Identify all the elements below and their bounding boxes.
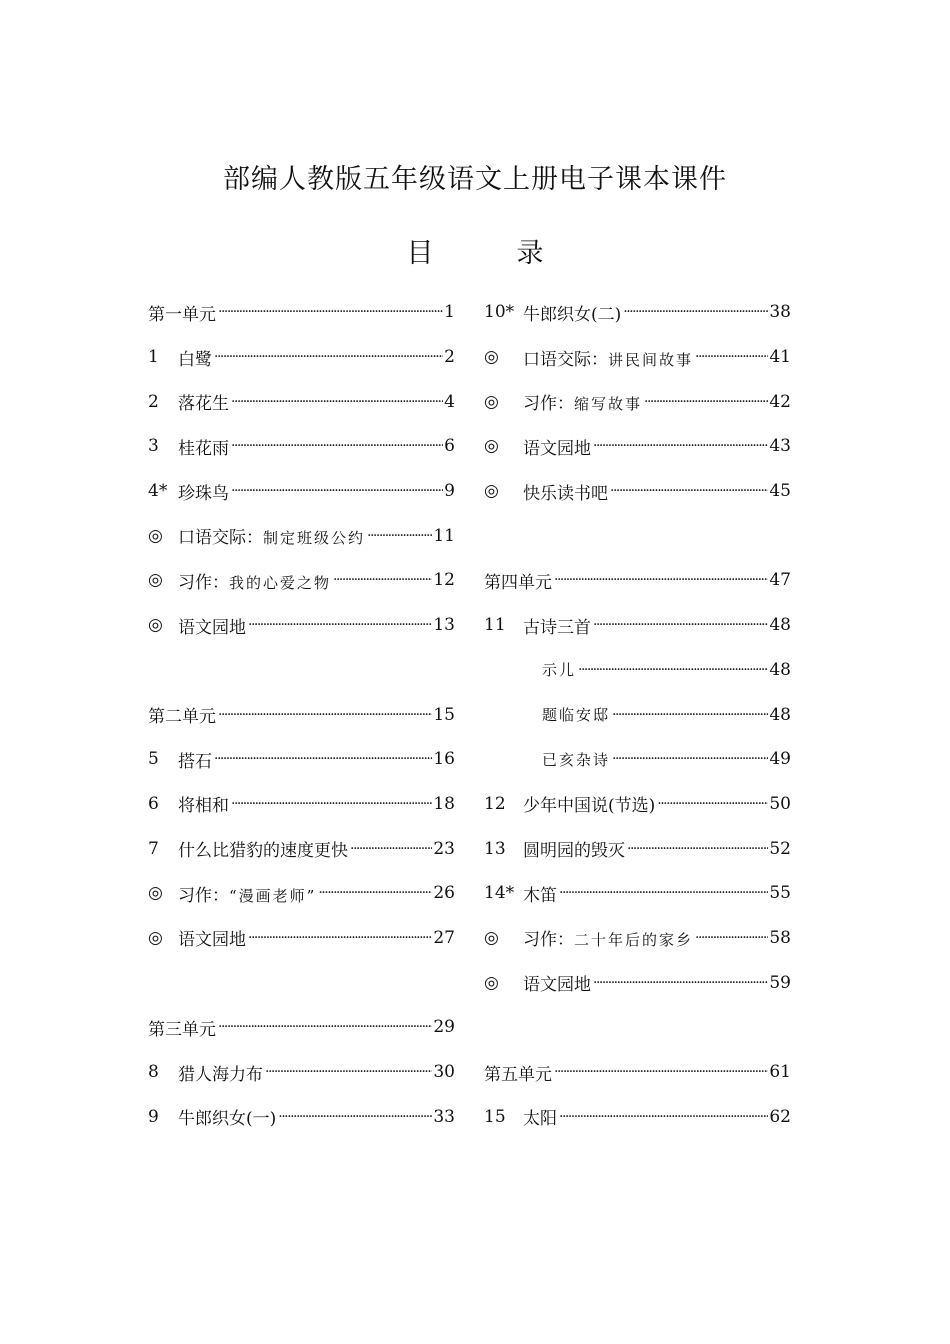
toc-entry-page-number: 13 — [433, 615, 455, 636]
dot-leader — [578, 662, 768, 678]
toc-entry-title-text: 习作： — [178, 885, 229, 906]
toc-entry-subtitle-text: 讲民间故事 — [608, 350, 694, 369]
toc-entry-title — [523, 791, 655, 816]
toc-entry-page-number: 45 — [769, 481, 791, 502]
toc-entry-page-number: 52 — [769, 838, 791, 859]
toc-entry-title — [148, 1015, 216, 1040]
dot-leader — [695, 349, 768, 365]
toc-entry-title-text: 木笛 — [523, 885, 557, 906]
toc-entry-page-number: 1 — [444, 302, 455, 323]
dot-leader — [231, 796, 432, 812]
toc-entry — [148, 826, 455, 871]
toc-entry-page-number: 11 — [433, 525, 455, 546]
toc-entry-number: 2 — [148, 391, 159, 412]
toc-entry — [484, 290, 791, 335]
toc-entry-title-text: 习作： — [523, 930, 574, 951]
toc-entry-number: ◎ — [148, 525, 163, 546]
toc-entry-page-number: 27 — [433, 927, 455, 948]
toc-entry-subtitle-text: 题临安邸 — [542, 706, 611, 725]
toc-entry — [484, 1050, 791, 1095]
toc-entry — [148, 1050, 455, 1095]
dot-leader — [612, 707, 768, 723]
toc-entry-number: ◎ — [148, 927, 163, 948]
toc-entry — [484, 379, 791, 424]
toc-entry-title — [523, 1104, 557, 1129]
toc-entry-title-text: 桂花雨 — [178, 438, 229, 459]
toc-entry-title-text: 第二单元 — [148, 707, 216, 728]
toc-entry-number: 8 — [148, 1062, 159, 1083]
toc-entry-page-number: 48 — [769, 615, 791, 636]
toc-entry — [484, 424, 791, 469]
dot-leader — [278, 1109, 432, 1125]
toc-entry-number: 1 — [148, 347, 159, 368]
toc-entry-number: ◎ — [484, 347, 499, 368]
toc-spacer — [148, 960, 455, 1005]
toc-entry-number: 13 — [484, 838, 506, 859]
toc-entry — [148, 692, 455, 737]
toc-entry-subtitle-text: 示儿 — [542, 661, 577, 680]
dot-leader — [350, 841, 432, 857]
toc-entry — [148, 1094, 455, 1139]
toc-entry — [148, 469, 455, 514]
toc-entry-title — [178, 925, 246, 950]
toc-entry-title — [542, 749, 610, 770]
toc-entry-page-number: 16 — [433, 749, 455, 770]
toc-entry-title — [178, 881, 316, 906]
toc-entry-page-number: 43 — [769, 436, 791, 457]
dot-leader — [593, 617, 768, 633]
dot-leader — [610, 483, 768, 499]
toc-entry-title — [523, 479, 608, 504]
toc-entry-title — [523, 836, 625, 861]
toc-entry-page-number: 9 — [444, 481, 455, 502]
toc-entry-title-text: 快乐读书吧 — [523, 483, 608, 504]
toc-entry-title-text: 第四单元 — [484, 572, 552, 593]
toc-entry-title-text: 少年中国说(节选) — [523, 796, 656, 817]
toc-entry-number: 4* — [148, 481, 168, 502]
dot-leader — [559, 885, 768, 901]
toc-entry-number: ◎ — [484, 436, 499, 457]
toc-entry-page-number: 47 — [769, 570, 791, 591]
toc-entry-title-text: 白鹭 — [178, 349, 212, 370]
document-title: 部编人教版五年级语文上册电子课本课件 — [223, 164, 727, 195]
toc-entry — [148, 513, 455, 558]
toc-entry-page-number: 15 — [433, 704, 455, 725]
toc-entry-page-number: 30 — [433, 1062, 455, 1083]
dot-leader — [623, 304, 768, 320]
toc-entry-title-text: 语文园地 — [523, 438, 591, 459]
toc-spacer — [484, 513, 791, 558]
dot-leader — [218, 1019, 432, 1035]
dot-leader — [593, 438, 768, 454]
toc-entry-page-number: 50 — [769, 793, 791, 814]
toc-entry-page-number: 48 — [769, 659, 791, 680]
dot-leader — [559, 1109, 768, 1125]
toc-entry-page-number: 33 — [433, 1106, 455, 1127]
toc-entry — [484, 335, 791, 380]
toc-entry-page-number: 42 — [769, 391, 791, 412]
toc-entry-subtitle-text: 缩写故事 — [574, 395, 643, 414]
toc-entry-subtitle-text: 我的心爱之物 — [229, 573, 332, 592]
toc-entry-title-text: 落花生 — [178, 394, 229, 415]
toc-entry — [148, 290, 455, 335]
toc-entry-number: 5 — [148, 749, 159, 770]
toc-entry — [484, 558, 791, 603]
toc-entry-title-text: 语文园地 — [178, 617, 246, 638]
toc-entry-title-text: 第三单元 — [148, 1019, 216, 1040]
dot-leader — [333, 572, 432, 588]
dot-leader — [218, 304, 443, 320]
toc-entry-number: ◎ — [148, 570, 163, 591]
toc-entry-number: 11 — [484, 615, 506, 636]
toc-entry-title-text: 圆明园的毁灭 — [523, 841, 625, 862]
toc-entry-number: 3 — [148, 436, 159, 457]
toc-left-column — [148, 290, 455, 1139]
toc-entry-page-number: 55 — [769, 883, 791, 904]
toc-entry-page-number: 12 — [433, 570, 455, 591]
toc-entry-title-text: 珍珠鸟 — [178, 483, 229, 504]
dot-leader — [218, 707, 432, 723]
toc-entry-number: 7 — [148, 838, 159, 859]
toc-entry-page-number: 23 — [433, 838, 455, 859]
dot-leader — [657, 796, 768, 812]
toc-entry-title — [523, 300, 621, 325]
toc-entry — [484, 469, 791, 514]
toc-entry-title-text: 牛郎织女(一) — [178, 1109, 277, 1130]
dot-leader — [231, 438, 443, 454]
toc-entry-page-number: 62 — [769, 1106, 791, 1127]
toc-entry-title — [523, 345, 693, 370]
dot-leader — [248, 930, 432, 946]
toc-entry-title-text: 口语交际： — [178, 528, 263, 549]
dot-leader — [627, 841, 768, 857]
toc-entry — [148, 558, 455, 603]
toc-entry-number: ◎ — [484, 481, 499, 502]
toc-entry-title — [178, 836, 348, 861]
toc-entry-title-text: 牛郎织女(二) — [523, 304, 622, 325]
toc-entry — [148, 916, 455, 961]
toc-entry-page-number: 4 — [444, 391, 455, 412]
toc-entry-title — [178, 791, 229, 816]
toc-entry-subtitle-text: 已亥杂诗 — [542, 750, 611, 769]
toc-entry-title — [178, 523, 365, 548]
toc-entry-title — [542, 659, 576, 680]
toc-entry-number: ◎ — [484, 972, 499, 993]
toc-spacer — [484, 1005, 791, 1050]
dot-leader — [367, 528, 432, 544]
toc-entry-title — [523, 925, 693, 950]
toc-entry-page-number: 18 — [433, 793, 455, 814]
toc-entry-title — [148, 702, 216, 727]
toc-entry-number: 6 — [148, 793, 159, 814]
toc-entry-number: 15 — [484, 1106, 506, 1127]
dot-leader — [554, 572, 768, 588]
toc-heading: 目 录 — [406, 238, 572, 269]
toc-entry-page-number: 58 — [769, 927, 791, 948]
toc-entry — [484, 603, 791, 648]
dot-leader — [318, 885, 432, 901]
toc-entry-page-number: 29 — [433, 1017, 455, 1038]
toc-entry — [484, 1094, 791, 1139]
toc-entry-title — [178, 389, 229, 414]
toc-entry-title — [178, 434, 229, 459]
toc-entry-page-number: 48 — [769, 704, 791, 725]
dot-leader — [644, 394, 768, 410]
dot-leader — [248, 617, 432, 633]
toc-entry-title — [523, 613, 591, 638]
toc-spacer — [148, 648, 455, 693]
toc-entry-title — [542, 704, 610, 725]
toc-entry-title — [523, 970, 591, 995]
toc-right-column — [484, 290, 791, 1139]
toc-entry-page-number: 49 — [769, 749, 791, 770]
dot-leader — [612, 751, 768, 767]
toc-entry — [148, 871, 455, 916]
toc-entry-subtitle-text: 制定班级公约 — [263, 529, 366, 548]
toc-entry — [148, 379, 455, 424]
toc-entry-page-number: 61 — [769, 1062, 791, 1083]
dot-leader — [214, 349, 443, 365]
toc-entry-title — [178, 345, 212, 370]
toc-entry — [148, 603, 455, 648]
toc-entry-number: ◎ — [484, 391, 499, 412]
toc-entry-page-number: 6 — [444, 436, 455, 457]
toc-entry — [484, 692, 791, 737]
dot-leader — [593, 975, 768, 991]
toc-entry-title-text: 第五单元 — [484, 1064, 552, 1085]
toc-entry-title-text: 习作： — [178, 572, 229, 593]
toc-entry-subtitle-text: “漫画老师” — [229, 886, 317, 905]
toc-entry-page-number: 26 — [433, 883, 455, 904]
toc-entry — [484, 916, 791, 961]
toc-entry-page-number: 41 — [769, 347, 791, 368]
toc-entry — [148, 782, 455, 827]
toc-entry — [148, 1005, 455, 1050]
toc-entry-title — [178, 1060, 263, 1085]
toc-entry-title — [523, 434, 591, 459]
dot-leader — [554, 1064, 768, 1080]
toc-entry-title — [178, 568, 331, 593]
toc-entry-number: 12 — [484, 793, 506, 814]
toc-entry-number: 9 — [148, 1106, 159, 1127]
toc-entry-title — [148, 300, 216, 325]
toc-entry-title — [523, 389, 642, 414]
toc-entry-number: ◎ — [148, 615, 163, 636]
dot-leader — [265, 1064, 432, 1080]
toc-entry-title-text: 第一单元 — [148, 304, 216, 325]
toc-entry — [484, 871, 791, 916]
toc-entry — [484, 782, 791, 827]
dot-leader — [231, 394, 443, 410]
toc-entry-number: 10* — [484, 302, 515, 323]
toc-entry — [484, 648, 791, 693]
toc-entry-title-text: 古诗三首 — [523, 617, 591, 638]
toc-entry — [148, 424, 455, 469]
toc-entry-number: 14* — [484, 883, 515, 904]
toc-entry-title — [484, 1060, 552, 1085]
toc-entry-title-text: 语文园地 — [178, 930, 246, 951]
dot-leader — [695, 930, 768, 946]
toc-entry-title — [178, 747, 212, 772]
toc-entry-title-text: 将相和 — [178, 796, 229, 817]
toc-entry-title-text: 语文园地 — [523, 975, 591, 996]
toc-entry — [484, 737, 791, 782]
toc-entry-number: ◎ — [148, 883, 163, 904]
toc-entry-title — [523, 881, 557, 906]
dot-leader — [214, 751, 432, 767]
toc-entry-title — [178, 1104, 276, 1129]
toc-entry-title-text: 太阳 — [523, 1109, 557, 1130]
toc-entry-title-text: 口语交际： — [523, 349, 608, 370]
toc-entry-title — [178, 479, 229, 504]
toc-entry — [148, 737, 455, 782]
toc-entry-title — [178, 613, 246, 638]
toc-entry-page-number: 2 — [444, 347, 455, 368]
toc-entry-title-text: 习作： — [523, 394, 574, 415]
dot-leader — [231, 483, 443, 499]
toc-entry — [484, 826, 791, 871]
toc-entry-title — [484, 568, 552, 593]
toc-entry-page-number: 59 — [769, 972, 791, 993]
toc-entry-title-text: 搭石 — [178, 751, 212, 772]
toc-entry-number: ◎ — [484, 927, 499, 948]
toc-entry — [484, 960, 791, 1005]
toc-entry-title-text: 猎人海力布 — [178, 1064, 263, 1085]
toc-entry-title-text: 什么比猎豹的速度更快 — [178, 841, 348, 862]
toc-entry-subtitle-text: 二十年后的家乡 — [574, 931, 694, 950]
toc-entry — [148, 335, 455, 380]
toc-entry-page-number: 38 — [769, 302, 791, 323]
